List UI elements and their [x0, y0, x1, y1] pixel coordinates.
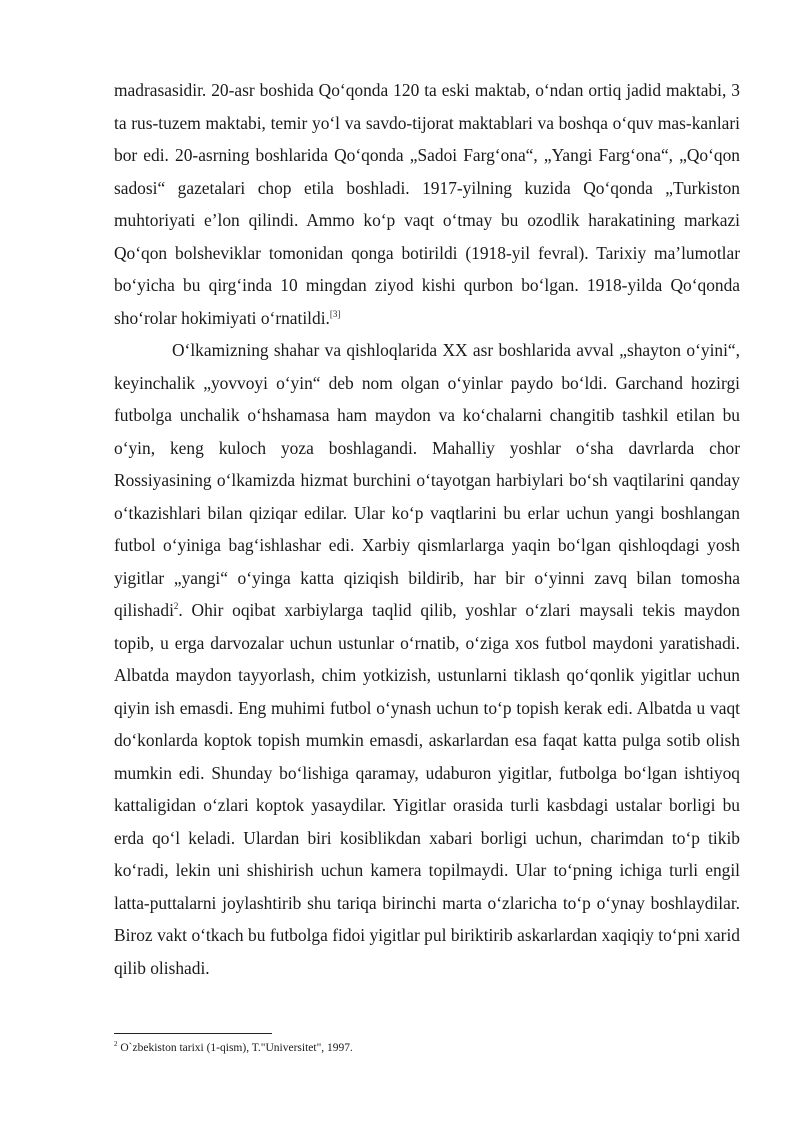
- footnote-divider: [114, 1033, 272, 1034]
- footnote-text: O`zbekiston tarixi (1-qism), T."Universitet", 1997.: [120, 1042, 353, 1054]
- paragraph-2-text-a: O‘lkamizning shahar va qishloqlarida XX asr boshlarida avval „shayton o‘yini“, keyinchalik „yovvoyi o‘yin“ deb nom olgan o‘yinlar paydo bo‘ldi. Garchand hozirgi futbolga unchalik o‘hshamasa ham maydon va ko‘chalarni changitib tashkil etilan bu o‘yin, keng kuloch yoza boshlagandi. Mahalliy yoshlar o‘sha davrlarda chor Rossiyasining o‘lkamizda hizmat burchini o‘tayotgan harbiylari bo‘sh vaqtilarini qanday o‘tkazishlari bilan qiziqar edilar. Ular ko‘p vaqtlarini bu erlar uchun yangi boshlangan futbol o‘yiniga bag‘ishlashar edi. Xarbiy qismlarlarga yaqin bo‘lgan qishloqdagi yosh yigitlar „yangi“ o‘yinga katta qiziqish bildirib, har bir o‘yinni zavq bilan tomosha qilishadi: [114, 340, 740, 620]
- reference-3[interactable]: [3]: [329, 308, 341, 319]
- paragraph-2: [114, 334, 740, 984]
- footnote-reference-2[interactable]: 2: [173, 601, 179, 612]
- footnote-marker: 2: [114, 1040, 118, 1049]
- paragraph-1-text: madrasasidir. 20-asr boshida Qo‘qonda 120 ta eski maktab, o‘ndan ortiq jadid maktabi, 3 ta rus-tuzem maktabi, temir yo‘l va savdo-tijorat maktablari va boshqa o‘quv mas-kanlari bor edi. 20-asrning boshlarida Qo‘qonda „Sadoi Farg‘ona“, „Yangi Farg‘ona“, „Qo‘qon sadosi“ gazetalari chop etila boshladi. 1917-yilning kuzida Qo‘qonda „Turkiston muhtoriyati e’lon qilindi. Ammo ko‘p vaqt o‘tmay bu ozodlik harakatining markazi Qo‘qon bolsheviklar tomonidan qonga botirildi (1918-yil fevral). Tarixiy ma’lumotlar bo‘yicha bu qirg‘inda 10 mingdan ziyod kishi qurbon bo‘lgan. 1918-yilda Qo‘qonda sho‘rolar hokimiyati o‘rnatildi.: [114, 80, 740, 328]
- footnote: [114, 1040, 740, 1056]
- paragraph-1: [114, 74, 740, 334]
- paragraph-2-text-b: . Ohir oqibat xarbiylarga taqlid qilib, yoshlar o‘zlari maysali tekis maydon topib, u erga darvozalar uchun ustunlar o‘rnatib, o‘ziga xos futbol maydoni yaratishadi. Albatda maydon tayyorlash, chim yotkizish, ustunlarni tiklash qo‘qonlik yigitlar uchun qiyin ish emasdi. Eng muhimi futbol o‘ynash uchun to‘p topish kerak edi. Albatda u vaqt do‘konlarda koptok topish mumkin emasdi, askarlardan esa faqat katta pulga sotib olish mumkin edi. Shunday bo‘lishiga qaramay, udaburon yigitlar, futbolga bo‘lgan ishtiyoq kattaligidan o‘zlari koptok yasaydilar. Yigitlar orasida turli kasbdagi ustalar borligi bu erda qo‘l keladi. Ulardan biri kosiblikdan xabari borligi uchun, charimdan to‘p tikib ko‘radi, lekin uni shishirish uchun kamera topilmaydi. Ular to‘pning ichiga turli engil latta-puttalarni joylashtirib shu tariqa birinchi marta o‘zlaricha to‘p o‘ynay boshlaydilar. Biroz vakt o‘tkach bu futbolga fidoi yigitlar pul biriktirib askarlardan xaqiqiy to‘pni xarid qilib olishadi.: [114, 600, 740, 978]
- body-text: [114, 74, 740, 984]
